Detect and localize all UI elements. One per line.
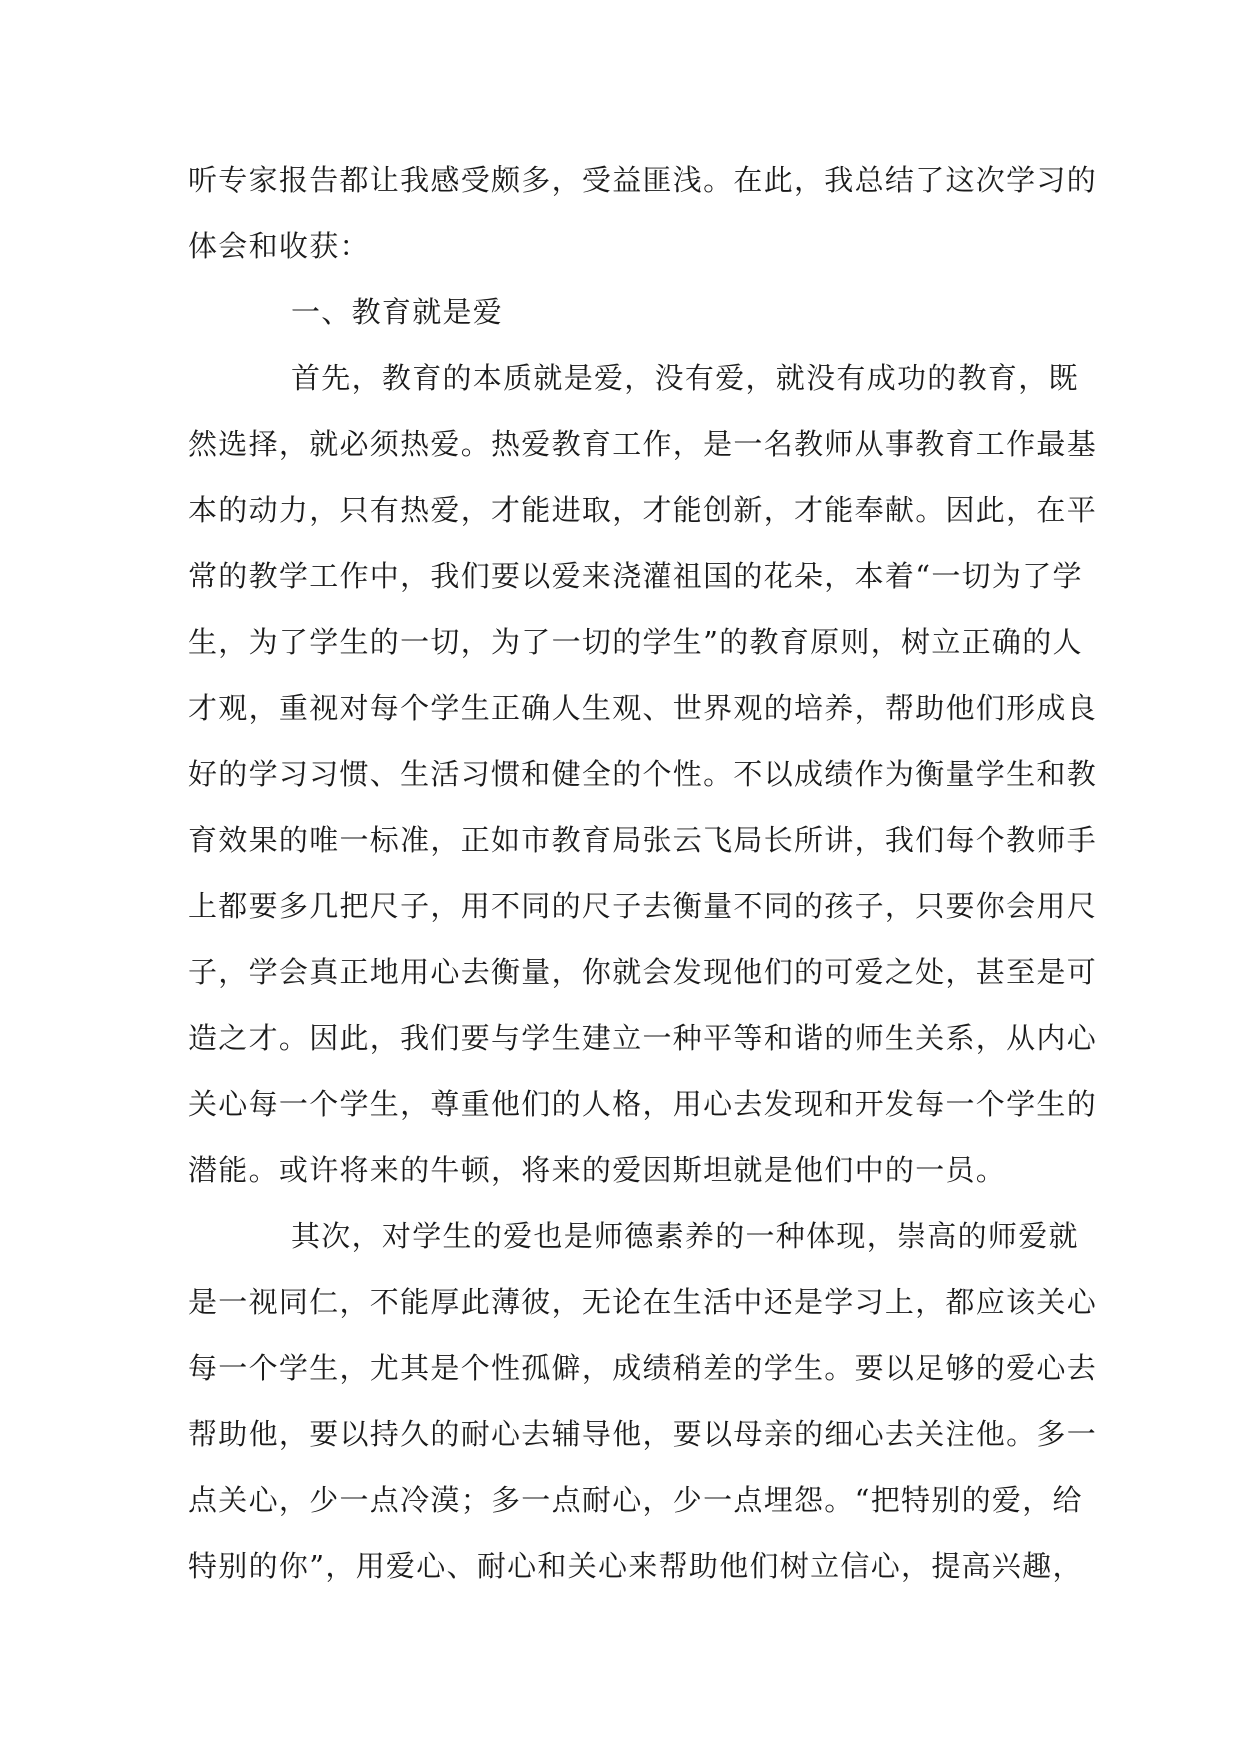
text-line: 点关心，少一点冷漠；多一点耐心，少一点埋怨。“把特别的爱，给 xyxy=(188,1483,1083,1517)
section-heading: 一、教育就是爱 xyxy=(291,295,504,329)
text-line: 帮助他，要以持久的耐心去辅导他，要以母亲的细心去关注他。多一 xyxy=(188,1417,1098,1451)
text-line: 关心每一个学生，尊重他们的人格，用心去发现和开发每一个学生的 xyxy=(188,1087,1098,1121)
text-line: 体会和收获： xyxy=(188,229,370,263)
text-line: 每一个学生，尤其是个性孤僻，成绩稍差的学生。要以足够的爱心去 xyxy=(188,1351,1098,1385)
text-line: 上都要多几把尺子，用不同的尺子去衡量不同的孩子，只要你会用尺 xyxy=(188,889,1098,923)
text-line: 好的学习习惯、生活习惯和健全的个性。不以成绩作为衡量学生和教 xyxy=(188,757,1098,791)
text-line: 生，为了学生的一切，为了一切的学生”的教育原则，树立正确的人 xyxy=(188,625,1083,659)
text-line: 潜能。或许将来的牛顿，将来的爱因斯坦就是他们中的一员。 xyxy=(188,1153,1007,1187)
text-line: 是一视同仁，不能厚此薄彼，无论在生活中还是学习上，都应该关心 xyxy=(188,1285,1098,1319)
paragraph-first-line: 首先，教育的本质就是爱，没有爱，就没有成功的教育，既 xyxy=(291,361,1079,395)
paragraph-first-line: 其次，对学生的爱也是师德素养的一种体现，崇高的师爱就 xyxy=(291,1219,1079,1253)
text-line: 育效果的唯一标准，正如市教育局张云飞局长所讲，我们每个教师手 xyxy=(188,823,1098,857)
text-line: 常的教学工作中，我们要以爱来浇灌祖国的花朵，本着“一切为了学 xyxy=(188,559,1083,593)
text-line: 特别的你”，用爱心、耐心和关心来帮助他们树立信心，提高兴趣， xyxy=(188,1549,1083,1583)
text-line: 本的动力，只有热爱，才能进取，才能创新，才能奉献。因此，在平 xyxy=(188,493,1098,527)
text-line: 听专家报告都让我感受颇多，受益匪浅。在此，我总结了这次学习的 xyxy=(188,163,1098,197)
text-line: 然选择，就必须热爱。热爱教育工作，是一名教师从事教育工作最基 xyxy=(188,427,1098,461)
text-line: 造之才。因此，我们要与学生建立一种平等和谐的师生关系，从内心 xyxy=(188,1021,1098,1055)
text-line: 子，学会真正地用心去衡量，你就会发现他们的可爱之处，甚至是可 xyxy=(188,955,1098,989)
text-line: 才观，重视对每个学生正确人生观、世界观的培养，帮助他们形成良 xyxy=(188,691,1098,725)
